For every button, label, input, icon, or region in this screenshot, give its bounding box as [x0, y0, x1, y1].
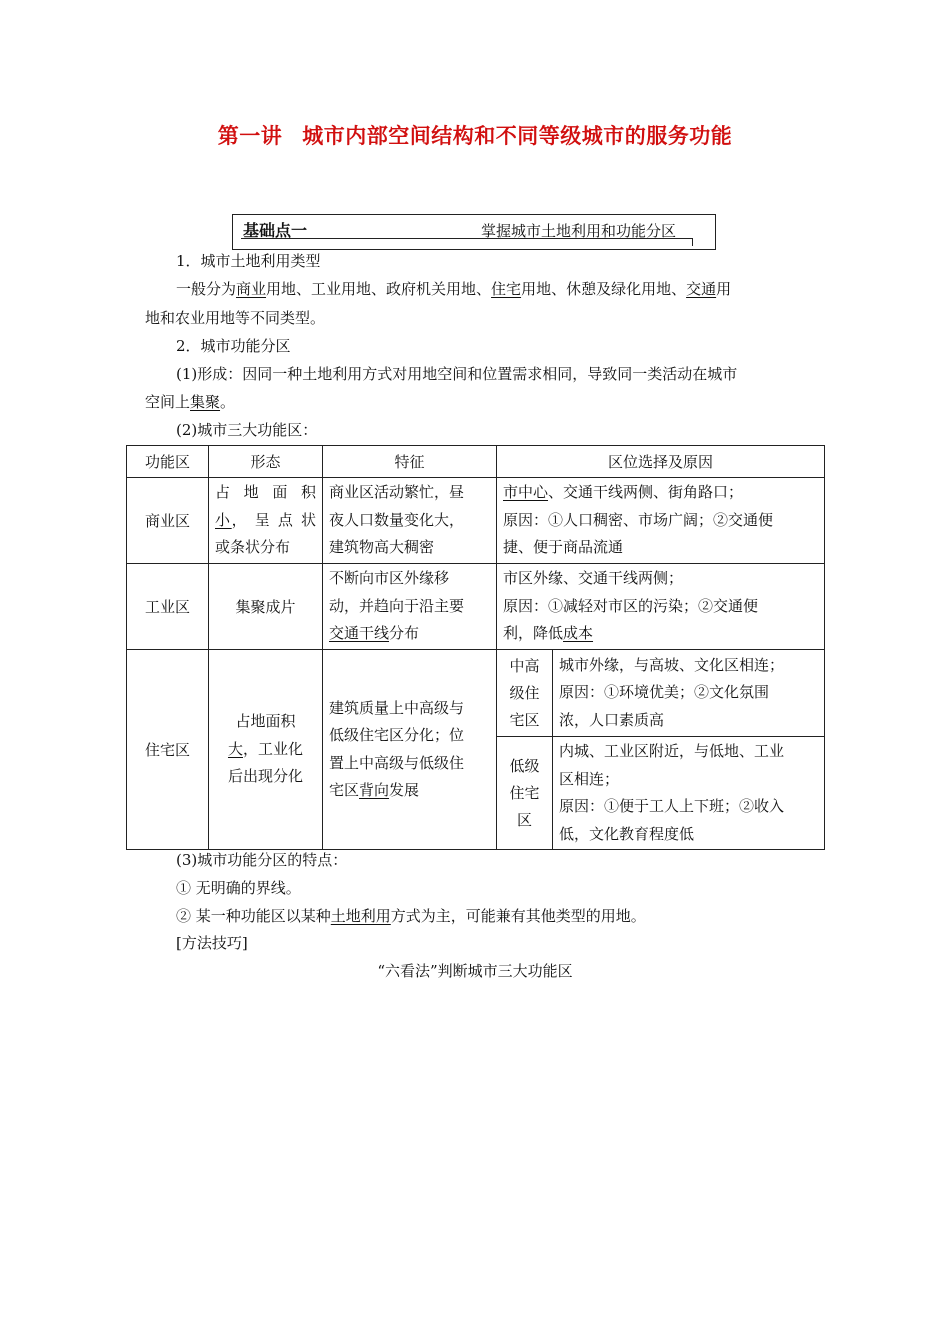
zone-form: 占地面积 大，工业化 后出现分化: [209, 650, 323, 850]
table-header-cell: 特征: [323, 446, 497, 478]
section3-heading: (3)城市功能分区的特点：: [176, 851, 348, 869]
formation-line1: (1)形成：因同一种土地利用方式对用地空间和位置需求相同，导致同一类活动在城市: [176, 365, 738, 383]
zone-name: 商业区: [127, 478, 209, 564]
zone-form: 占 地 面 积 小， 呈 点 状 或条状分布: [209, 478, 323, 564]
formation-line2: 空间上集聚。: [145, 393, 236, 411]
sub-zone-location: 内城、工业区附近，与低地、工业 区相连； 原因：①便于工人上下班；②收入 低，文化教育程度低: [553, 737, 825, 850]
section1-heading: 1．城市土地利用类型: [176, 252, 321, 270]
lecture-title: 城市内部空间结构和不同等级城市的服务功能: [302, 124, 733, 148]
knowledge-point-box: [232, 214, 716, 250]
sub-zone-name: 中高 级住 宅区: [497, 650, 553, 737]
zone-name: 住宅区: [127, 650, 209, 850]
sub-zone-location: 城市外缘，与高坡、文化区相连； 原因：①环境优美；②文化氛围 浓，人口素质高: [553, 650, 825, 737]
table-header-row: [127, 446, 825, 478]
table-header-cell: 功能区: [127, 446, 209, 478]
zone-feature: 商业区活动繁忙，昼 夜人口数量变化大， 建筑物高大稠密: [323, 478, 497, 564]
zone-form: 集聚成片: [209, 564, 323, 650]
section1-line1: 一般分为商业用地、工业用地、政府机关用地、住宅用地、休憩及绿化用地、交通用: [176, 280, 732, 298]
method-subtitle: “六看法”判断城市三大功能区: [377, 962, 573, 980]
section2-heading: 2．城市功能分区: [176, 337, 291, 355]
section1-line2: 地和农业用地等不同类型。: [145, 309, 326, 327]
table-header-cell: 形态: [209, 446, 323, 478]
table-row: [127, 478, 825, 564]
zone-feature: 不断向市区外缘移 动，并趋向于沿主要 交通干线分布: [323, 564, 497, 650]
zone-feature: 建筑质量上中高级与 低级住宅区分化；位 置上中高级与低级住 宅区背向发展: [323, 650, 497, 850]
three-zones-heading: (2)城市三大功能区：: [176, 421, 318, 439]
lecture-number: 第一讲: [217, 124, 283, 148]
page-title: [0, 120, 950, 150]
table-row: [127, 650, 825, 737]
function-zone-table: [126, 445, 825, 850]
knowledge-point-tag: 基础点一: [243, 221, 308, 240]
zone-location: 市中心、交通干线两侧、街角路口； 原因：①人口稠密、市场广阔；②交通便 捷、便于商品流通: [497, 478, 825, 564]
sub-zone-name: 低级 住宅 区: [497, 737, 553, 850]
table-header-cell: 区位选择及原因: [497, 446, 825, 478]
feature-item-1: ① 无明确的界线。: [176, 879, 301, 897]
zone-location: 市区外缘、交通干线两侧； 原因：①减轻对市区的污染；②交通便 利，降低成本: [497, 564, 825, 650]
feature-item-2: ② 某一种功能区以某种土地利用方式为主，可能兼有其他类型的用地。: [176, 907, 646, 925]
table-row: [127, 564, 825, 650]
method-label: [方法技巧]: [176, 934, 248, 952]
zone-name: 工业区: [127, 564, 209, 650]
divider-tick: [692, 238, 693, 246]
knowledge-point-text: 掌握城市土地利用和功能分区: [481, 222, 677, 240]
